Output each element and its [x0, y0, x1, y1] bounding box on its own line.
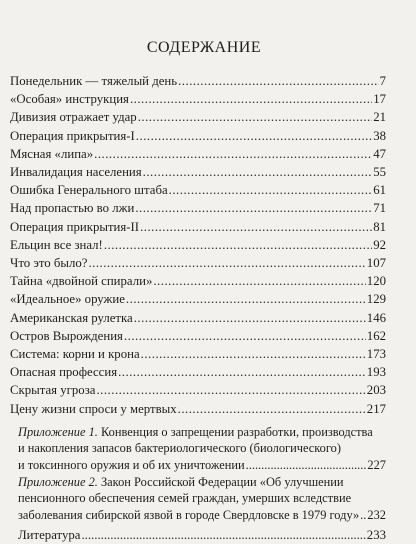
toc-entry-title: Скрытая угроза — [10, 383, 96, 398]
toc-entry-title: Дивизия отражает удар — [10, 110, 137, 125]
toc-entry-page: 71 — [373, 201, 386, 216]
appendix-2-line-3 — [18, 507, 386, 524]
toc-entry-title: Ельцин все знал! — [10, 237, 103, 252]
toc-entry-page: 55 — [373, 165, 386, 180]
toc-entry — [10, 400, 386, 418]
leader-dots — [124, 327, 366, 345]
toc-entry-title: Цену жизни спроси у мертвых — [10, 401, 177, 416]
toc-entry-title: Остров Вырождения — [10, 328, 123, 343]
toc-entry — [10, 90, 386, 108]
toc-entry — [10, 327, 386, 345]
toc-entry — [10, 381, 386, 399]
toc-entry-page: 173 — [366, 347, 386, 362]
toc-entry-title: Опасная профессия — [10, 365, 118, 380]
appendix-1-line-1 — [18, 424, 386, 441]
leader-dots — [141, 345, 366, 363]
toc-entry-page: 61 — [373, 183, 386, 198]
toc-entry — [10, 254, 386, 272]
toc-entry-title: Тайна «двойной спирали» — [10, 274, 153, 289]
toc-entry — [10, 363, 386, 381]
leader-dots — [153, 272, 365, 290]
toc-entry-page: 193 — [366, 365, 386, 380]
leader-dots — [81, 526, 365, 544]
toc-entry-page: 129 — [366, 292, 386, 307]
leader-dots — [143, 163, 373, 181]
leader-dots — [118, 363, 366, 381]
toc-entry — [10, 163, 386, 181]
appendix-2-label: Приложение 2. — [18, 474, 98, 489]
leader-dots — [96, 381, 365, 399]
toc-entry-page: 7 — [379, 74, 386, 88]
literature-label: Литература — [18, 528, 81, 543]
toc-entry-title: Что это было? — [10, 256, 88, 271]
leader-dots — [134, 309, 366, 327]
toc-entry-page: 107 — [366, 256, 386, 271]
leader-dots — [94, 145, 372, 163]
toc-entry-literature — [10, 526, 386, 544]
toc-entry — [10, 272, 386, 290]
leader-dots — [246, 457, 367, 474]
appendix-2-line-2: пенсионного обеспечения семей граждан, умерших вследствие — [18, 491, 352, 506]
toc-entry-title: «Особая» инструкция — [10, 92, 129, 107]
toc-entry-title: Инвалидация населения — [10, 165, 142, 180]
toc-entry-title: «Идеальное» оружие — [10, 292, 125, 307]
appendix-2-line-1 — [18, 474, 386, 491]
appendix-1-page: 227 — [367, 458, 386, 473]
toc-entry — [10, 181, 386, 199]
toc-entry — [10, 345, 386, 363]
toc-entry-page: 81 — [373, 219, 386, 234]
appendix-1-label: Приложение 1. — [18, 424, 98, 439]
leader-dots — [136, 127, 372, 145]
appendix-2-page: 232 — [367, 507, 386, 522]
toc-entry — [10, 199, 386, 217]
leader-dots — [104, 236, 372, 254]
page-title: СОДЕРЖАНИЕ — [146, 39, 262, 56]
appendix-1-line-2: и накопления запасов бактериологического (биологического) — [18, 441, 341, 456]
appendix-2 — [18, 474, 386, 524]
leader-dots — [138, 108, 373, 126]
toc-entry-page: 21 — [373, 110, 386, 125]
toc-entry — [10, 127, 386, 145]
toc-entry-page: 203 — [366, 383, 386, 398]
leader-dots — [360, 507, 366, 524]
toc-entry — [10, 72, 386, 90]
literature-page: 233 — [366, 528, 386, 543]
appendix-section — [10, 424, 386, 524]
appendix-1 — [18, 424, 386, 474]
toc-entry — [10, 236, 386, 254]
toc-entry — [10, 108, 386, 126]
toc-entry-page: 146 — [366, 310, 386, 325]
toc-entry-page: 217 — [366, 401, 386, 416]
leader-dots — [178, 72, 379, 90]
toc-entry — [10, 145, 386, 163]
toc-entry-page: 38 — [373, 128, 386, 143]
toc-entry-page: 162 — [366, 328, 386, 343]
toc-list — [10, 72, 386, 418]
toc-entry-title: Операция прикрытия-I — [10, 128, 135, 143]
toc-entry-title: Система: корни и крона — [10, 347, 140, 362]
leader-dots — [126, 290, 366, 308]
toc-entry — [10, 218, 386, 236]
toc-entry-title: Понедельник — тяжелый день — [10, 74, 178, 88]
leader-dots — [169, 181, 373, 199]
toc-entry-title: Над пропастью во лжи — [10, 201, 135, 216]
leader-dots — [178, 400, 366, 418]
toc-entry-title: Мясная «липа» — [10, 146, 94, 161]
toc-entry-page: 47 — [373, 146, 386, 161]
toc-entry — [10, 290, 386, 308]
toc-entry-title: Операция прикрытия-II — [10, 219, 140, 234]
leader-dots — [140, 218, 372, 236]
leader-dots — [88, 254, 365, 272]
toc-entry-page: 92 — [373, 237, 386, 252]
appendix-2-text-3: заболевания сибирской язвой в городе Свердловске в 1979 году» — [18, 507, 360, 522]
toc-entry-page: 120 — [366, 274, 386, 289]
leader-dots — [130, 90, 372, 108]
appendix-2-text-1: Закон Российской Федерации «Об улучшении — [97, 474, 344, 489]
toc-entry — [10, 309, 386, 327]
toc-entry-title: Ошибка Генерального штаба — [10, 183, 168, 198]
toc-entry-title: Американская рулетка — [10, 310, 133, 325]
leader-dots — [135, 199, 372, 217]
appendix-1-line-3 — [18, 457, 386, 474]
appendix-1-text-3: и токсинного оружия и об их уничтожении — [18, 458, 245, 473]
appendix-1-text-1: Конвенция о запрещении разработки, производства — [97, 424, 373, 439]
toc-entry-page: 17 — [373, 92, 386, 107]
